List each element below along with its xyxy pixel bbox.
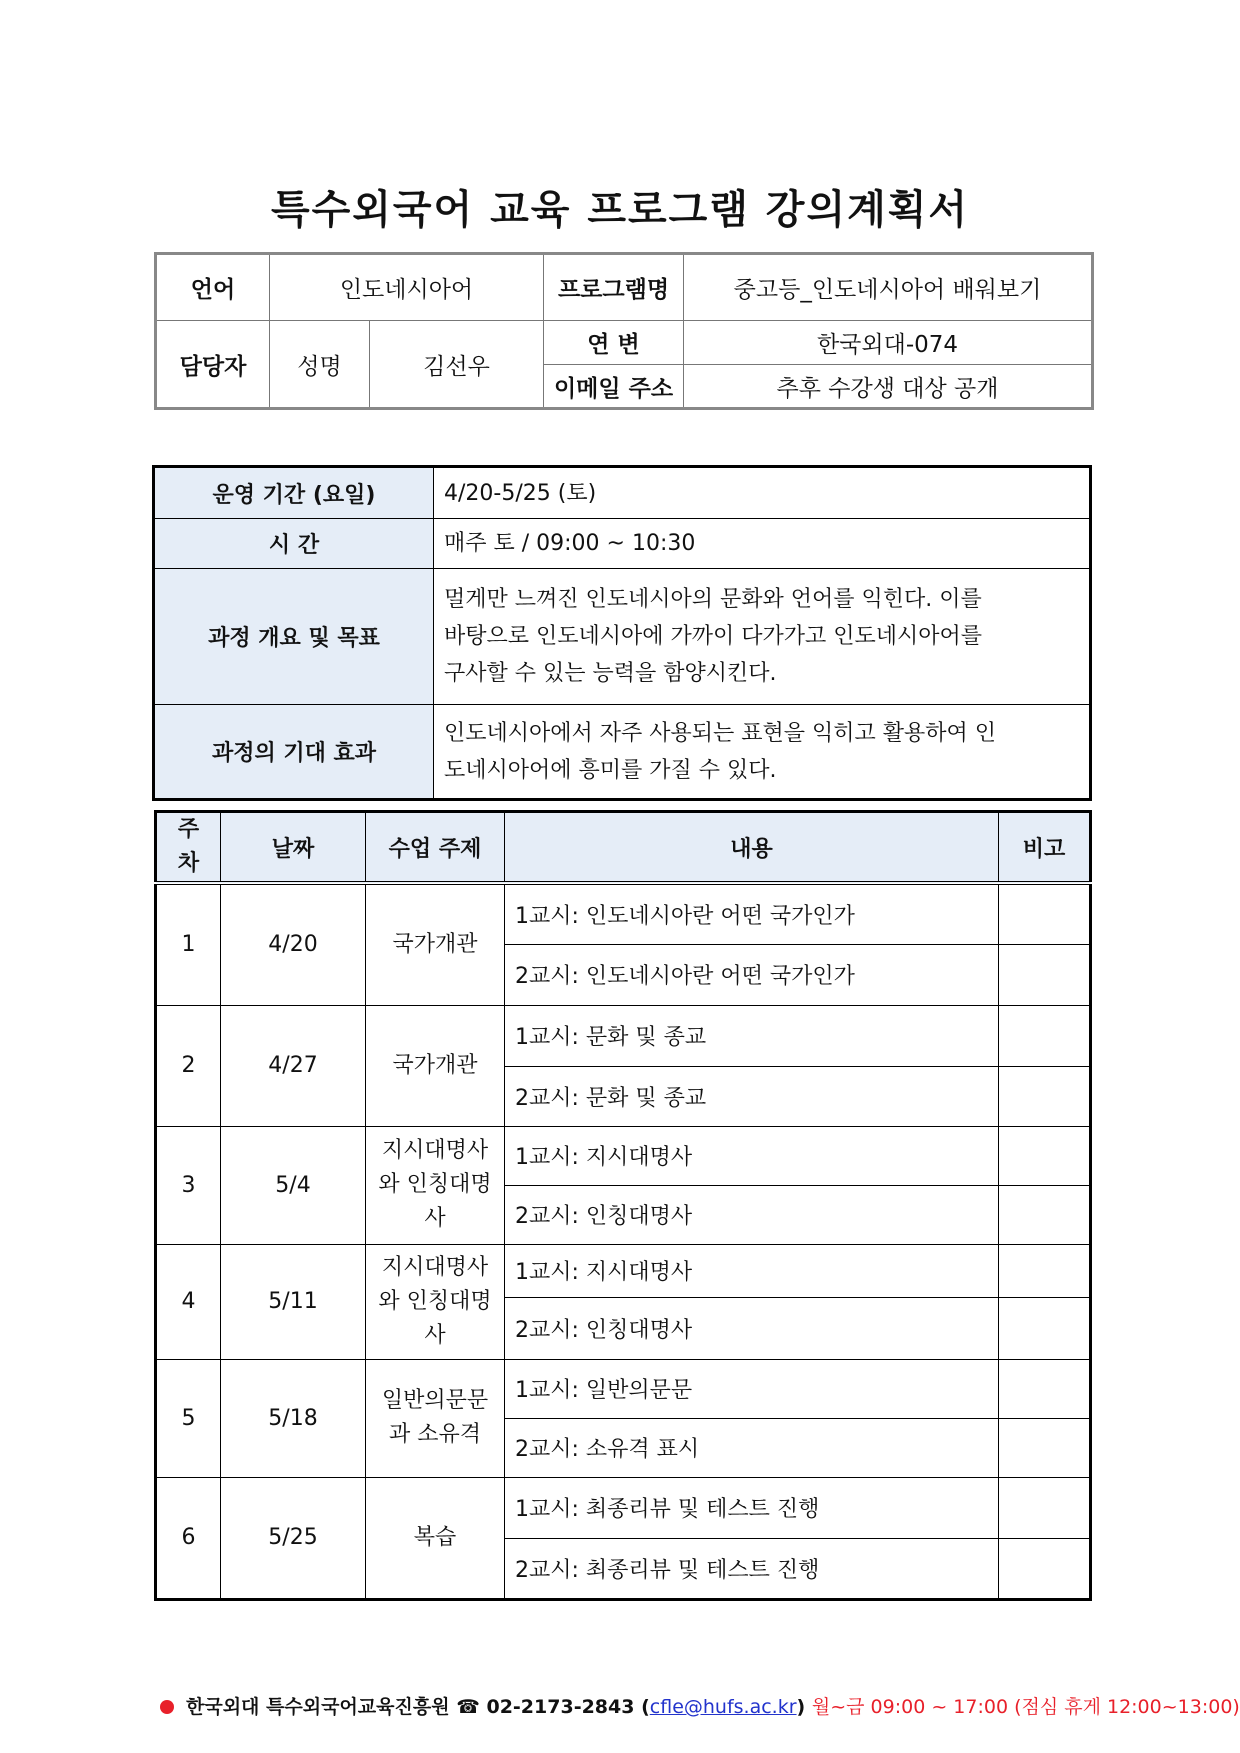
session-2-note (999, 1538, 1091, 1599)
language-label: 언어 (156, 254, 270, 321)
footer-email-link[interactable]: cfle@hufs.ac.kr (649, 1696, 797, 1718)
header-content: 내용 (505, 812, 999, 884)
session-2-content: 2교시: 인칭대명사 (505, 1297, 999, 1359)
email-label: 이메일 주소 (544, 365, 684, 409)
week-topic: 지시대명사 와 인칭대명사 (366, 1126, 505, 1244)
session-2-note (999, 1066, 1091, 1126)
overview-table (152, 465, 1092, 801)
session-1-note (999, 1005, 1091, 1066)
header-topic: 수업 주제 (366, 812, 505, 884)
week-row (156, 1477, 1091, 1538)
name-value: 김선우 (370, 321, 544, 409)
session-1-note (999, 1359, 1091, 1418)
page-title: 특수외국어 교육 프로그램 강의계획서 (270, 187, 970, 233)
session-2-note (999, 1418, 1091, 1477)
time-label: 시 간 (154, 519, 434, 569)
session-1-content: 1교시: 지시대명사 (505, 1244, 999, 1297)
session-1-note (999, 883, 1091, 944)
goal-value: 멀게만 느껴진 인도네시아의 문화와 언어를 익힌다. 이를 바탕으로 인도네시아에 가까이 다가가고 인도네시아어를 구사할 수 있는 능력을 함양시킨다. (434, 569, 1091, 705)
session-2-content: 2교시: 문화 및 종교 (505, 1066, 999, 1126)
week-row (156, 1126, 1091, 1185)
week-date: 5/25 (221, 1477, 366, 1599)
session-1-note (999, 1244, 1091, 1297)
week-row (156, 1244, 1091, 1297)
effect-label: 과정의 기대 효과 (154, 705, 434, 800)
session-1-content: 1교시: 최종리뷰 및 테스트 진행 (505, 1477, 999, 1538)
week-number: 3 (156, 1126, 221, 1244)
footer-org: 한국외대 특수외국어교육진흥원 (186, 1696, 450, 1718)
session-2-content: 2교시: 인도네시아란 어떤 국가인가 (505, 944, 999, 1005)
session-1-content: 1교시: 지시대명사 (505, 1126, 999, 1185)
week-number: 5 (156, 1359, 221, 1477)
header-date: 날짜 (221, 812, 366, 884)
week-number: 6 (156, 1477, 221, 1599)
language-value: 인도네시아어 (270, 254, 544, 321)
week-row (156, 883, 1091, 944)
goal-label: 과정 개요 및 목표 (154, 569, 434, 705)
header-note: 비고 (999, 812, 1091, 884)
week-topic: 국가개관 (366, 883, 505, 1005)
footer-hours: 월~금 09:00 ~ 17:00 (점심 휴게 12:00~13:00) (811, 1696, 1240, 1718)
bullet-icon (160, 1700, 174, 1714)
serial-label: 연 변 (544, 321, 684, 365)
program-value: 중고등_인도네시아어 배워보기 (684, 254, 1093, 321)
serial-value: 한국외대-074 (684, 321, 1093, 365)
session-2-note (999, 1185, 1091, 1244)
session-2-note (999, 944, 1091, 1005)
session-1-content: 1교시: 인도네시아란 어떤 국가인가 (505, 883, 999, 944)
week-date: 4/27 (221, 1005, 366, 1126)
session-2-content: 2교시: 소유격 표시 (505, 1418, 999, 1477)
period-label: 운영 기간 (요일) (154, 467, 434, 519)
session-2-note (999, 1297, 1091, 1359)
footer-phone: ☎ 02-2173-2843 (456, 1696, 635, 1718)
manager-label: 담당자 (156, 321, 270, 409)
week-number: 1 (156, 883, 221, 1005)
week-topic: 국가개관 (366, 1005, 505, 1126)
header-week: 주차 (156, 812, 221, 884)
effect-value: 인도네시아에서 자주 사용되는 표현을 익히고 활용하여 인도네시아어에 흥미를 가질 수 있다. (434, 705, 1091, 800)
week-date: 5/18 (221, 1359, 366, 1477)
name-label: 성명 (270, 321, 370, 409)
week-number: 4 (156, 1244, 221, 1359)
week-date: 5/4 (221, 1126, 366, 1244)
week-row (156, 1005, 1091, 1066)
week-topic: 복습 (366, 1477, 505, 1599)
time-value: 매주 토 / 09:00 ~ 10:30 (434, 519, 1091, 569)
week-row (156, 1359, 1091, 1418)
week-topic: 일반의문문 과 소유격 (366, 1359, 505, 1477)
week-date: 4/20 (221, 883, 366, 1005)
session-1-note (999, 1477, 1091, 1538)
session-2-content: 2교시: 최종리뷰 및 테스트 진행 (505, 1538, 999, 1599)
week-date: 5/11 (221, 1244, 366, 1359)
session-1-content: 1교시: 문화 및 종교 (505, 1005, 999, 1066)
period-value: 4/20-5/25 (토) (434, 467, 1091, 519)
info-table (154, 252, 1094, 410)
week-number: 2 (156, 1005, 221, 1126)
program-label: 프로그램명 (544, 254, 684, 321)
session-1-note (999, 1126, 1091, 1185)
footer: 한국외대 특수외국어교육진흥원 ☎ 02-2173-2843 (cfle@hufs.ac.kr) 월~금 09:00 ~ 17:00 (점심 휴게 12:00~13:00) (160, 1692, 1240, 1719)
schedule-table (154, 810, 1092, 1601)
session-1-content: 1교시: 일반의문문 (505, 1359, 999, 1418)
session-2-content: 2교시: 인칭대명사 (505, 1185, 999, 1244)
email-value: 추후 수강생 대상 공개 (684, 365, 1093, 409)
week-topic: 지시대명사 와 인칭대명사 (366, 1244, 505, 1359)
